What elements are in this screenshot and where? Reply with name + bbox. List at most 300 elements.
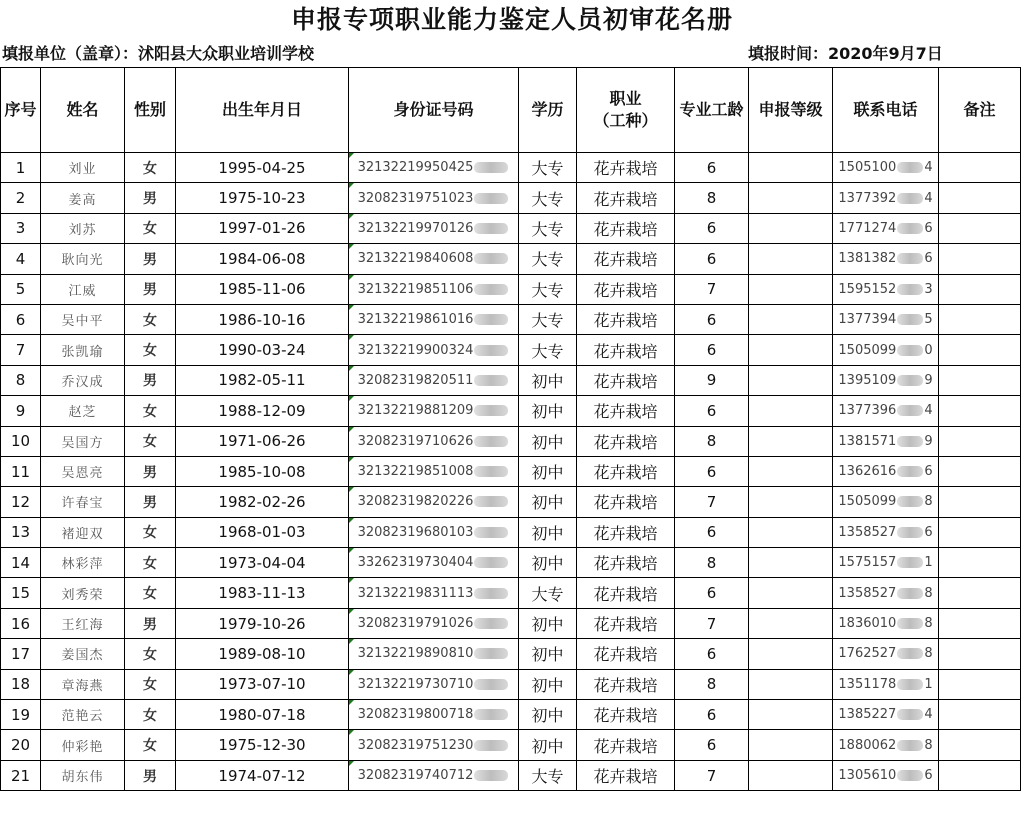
cell-years: 6 xyxy=(675,639,749,669)
table-row xyxy=(1,274,1021,304)
id-number-visible: 32082319710626 xyxy=(357,433,474,449)
redaction-blur xyxy=(897,557,923,568)
cell-education: 初中 xyxy=(519,700,577,730)
cell-id-number xyxy=(349,335,519,365)
redaction-blur xyxy=(474,314,508,325)
redaction-blur xyxy=(474,740,508,751)
cell-occupation: 花卉栽培 xyxy=(577,760,675,790)
id-number-visible: 32082319820226 xyxy=(357,494,474,510)
table-row xyxy=(1,608,1021,638)
redaction-blur xyxy=(897,405,923,416)
cell-occupation: 花卉栽培 xyxy=(577,304,675,334)
phone-visible-suffix: 9 xyxy=(924,433,933,449)
cell-remark xyxy=(939,608,1021,638)
cell-id-number xyxy=(349,426,519,456)
cell-seq: 10 xyxy=(1,426,41,456)
cell-gender: 男 xyxy=(125,608,176,638)
phone-visible-suffix: 1 xyxy=(924,676,933,692)
phone-visible-suffix: 4 xyxy=(924,707,933,723)
table-row xyxy=(1,304,1021,334)
phone-visible-suffix: 6 xyxy=(924,220,933,236)
cell-level xyxy=(749,456,833,486)
header-seq: 序号 xyxy=(1,68,41,153)
cell-seq: 6 xyxy=(1,304,41,334)
cell-birth: 1986-10-16 xyxy=(176,304,349,334)
cell-phone xyxy=(833,578,939,608)
redaction-blur xyxy=(897,496,923,507)
table-row xyxy=(1,365,1021,395)
cell-level xyxy=(749,669,833,699)
cell-id-number xyxy=(349,487,519,517)
cell-remark xyxy=(939,365,1021,395)
cell-remark xyxy=(939,548,1021,578)
cell-id-number xyxy=(349,456,519,486)
filing-time: 填报时间：2020年9月7日 xyxy=(748,44,943,63)
phone-visible-suffix: 6 xyxy=(924,524,933,540)
redaction-blur xyxy=(897,679,923,690)
cell-occupation: 花卉栽培 xyxy=(577,548,675,578)
cell-remark xyxy=(939,183,1021,213)
cell-gender: 女 xyxy=(125,304,176,334)
cell-gender: 女 xyxy=(125,517,176,547)
phone-visible-prefix: 1385227 xyxy=(838,707,897,723)
cell-level xyxy=(749,487,833,517)
cell-phone xyxy=(833,548,939,578)
header-occupation-line2: （工种） xyxy=(593,111,658,130)
phone-visible-prefix: 1505100 xyxy=(838,160,897,176)
table-row xyxy=(1,548,1021,578)
cell-occupation: 花卉栽培 xyxy=(577,669,675,699)
cell-level xyxy=(749,426,833,456)
cell-gender: 女 xyxy=(125,730,176,760)
cell-gender: 男 xyxy=(125,365,176,395)
phone-visible-prefix: 1381382 xyxy=(838,251,897,267)
cell-education: 大专 xyxy=(519,274,577,304)
cell-occupation: 花卉栽培 xyxy=(577,700,675,730)
redaction-blur xyxy=(474,253,508,264)
cell-seq: 4 xyxy=(1,244,41,274)
cell-years: 6 xyxy=(675,517,749,547)
cell-seq: 16 xyxy=(1,608,41,638)
id-number-visible: 32082319680103 xyxy=(357,524,474,540)
cell-name: 仲彩艳 xyxy=(41,730,125,760)
cell-birth: 1997-01-26 xyxy=(176,213,349,243)
cell-birth: 1979-10-26 xyxy=(176,608,349,638)
cell-occupation: 花卉栽培 xyxy=(577,153,675,183)
cell-years: 6 xyxy=(675,456,749,486)
cell-seq: 3 xyxy=(1,213,41,243)
cell-education: 大专 xyxy=(519,304,577,334)
cell-birth: 1980-07-18 xyxy=(176,700,349,730)
id-number-visible: 32132219861016 xyxy=(357,312,474,328)
cell-id-number xyxy=(349,517,519,547)
redaction-blur xyxy=(474,375,508,386)
cell-id-number xyxy=(349,153,519,183)
cell-id-number xyxy=(349,608,519,638)
id-number-visible: 32082319751023 xyxy=(357,190,474,206)
redaction-blur xyxy=(474,436,508,447)
cell-remark xyxy=(939,274,1021,304)
cell-seq: 12 xyxy=(1,487,41,517)
cell-id-number xyxy=(349,304,519,334)
phone-visible-prefix: 1358527 xyxy=(838,524,897,540)
cell-education: 初中 xyxy=(519,669,577,699)
id-number-visible: 32132219730710 xyxy=(357,676,474,692)
cell-birth: 1985-10-08 xyxy=(176,456,349,486)
cell-remark xyxy=(939,213,1021,243)
cell-years: 6 xyxy=(675,244,749,274)
cell-seq: 20 xyxy=(1,730,41,760)
cell-id-number xyxy=(349,730,519,760)
cell-education: 初中 xyxy=(519,730,577,760)
redaction-blur xyxy=(474,284,508,295)
cell-level xyxy=(749,183,833,213)
cell-years: 6 xyxy=(675,304,749,334)
cell-years: 8 xyxy=(675,669,749,699)
cell-gender: 男 xyxy=(125,487,176,517)
phone-visible-prefix: 1575157 xyxy=(838,555,897,571)
cell-occupation: 花卉栽培 xyxy=(577,335,675,365)
cell-name: 吴中平 xyxy=(41,304,125,334)
cell-remark xyxy=(939,700,1021,730)
cell-name: 范艳云 xyxy=(41,700,125,730)
cell-education: 大专 xyxy=(519,244,577,274)
cell-level xyxy=(749,517,833,547)
cell-remark xyxy=(939,669,1021,699)
cell-birth: 1975-12-30 xyxy=(176,730,349,760)
redaction-blur xyxy=(897,253,923,264)
cell-occupation: 花卉栽培 xyxy=(577,517,675,547)
id-number-visible: 32132219890810 xyxy=(357,646,474,662)
phone-visible-suffix: 8 xyxy=(924,494,933,510)
id-number-visible: 32132219900324 xyxy=(357,342,474,358)
cell-phone xyxy=(833,700,939,730)
cell-id-number xyxy=(349,760,519,790)
header-level: 申报等级 xyxy=(749,68,833,153)
phone-visible-suffix: 1 xyxy=(924,555,933,571)
phone-visible-prefix: 1771274 xyxy=(838,220,897,236)
cell-years: 6 xyxy=(675,700,749,730)
cell-gender: 女 xyxy=(125,639,176,669)
cell-name: 吴恩亮 xyxy=(41,456,125,486)
cell-phone xyxy=(833,213,939,243)
redaction-blur xyxy=(897,466,923,477)
header-name: 姓名 xyxy=(41,68,125,153)
cell-gender: 女 xyxy=(125,426,176,456)
header-gender: 性别 xyxy=(125,68,176,153)
header-phone: 联系电话 xyxy=(833,68,939,153)
redaction-blur xyxy=(897,314,923,325)
cell-level xyxy=(749,639,833,669)
phone-visible-suffix: 8 xyxy=(924,585,933,601)
phone-visible-suffix: 8 xyxy=(924,737,933,753)
cell-name: 刘秀荣 xyxy=(41,578,125,608)
cell-name: 王红海 xyxy=(41,608,125,638)
cell-gender: 男 xyxy=(125,760,176,790)
redaction-blur xyxy=(897,770,923,781)
cell-years: 6 xyxy=(675,335,749,365)
cell-level xyxy=(749,365,833,395)
redaction-blur xyxy=(897,345,923,356)
cell-seq: 9 xyxy=(1,396,41,426)
table-row xyxy=(1,669,1021,699)
header-occupation xyxy=(577,68,675,153)
cell-birth: 1984-06-08 xyxy=(176,244,349,274)
redaction-blur xyxy=(474,588,508,599)
cell-gender: 男 xyxy=(125,456,176,486)
cell-years: 6 xyxy=(675,396,749,426)
cell-occupation: 花卉栽培 xyxy=(577,183,675,213)
cell-occupation: 花卉栽培 xyxy=(577,730,675,760)
cell-birth: 1995-04-25 xyxy=(176,153,349,183)
cell-education: 初中 xyxy=(519,365,577,395)
cell-gender: 男 xyxy=(125,244,176,274)
cell-years: 6 xyxy=(675,153,749,183)
phone-visible-suffix: 4 xyxy=(924,160,933,176)
cell-seq: 15 xyxy=(1,578,41,608)
cell-birth: 1973-07-10 xyxy=(176,669,349,699)
cell-phone xyxy=(833,517,939,547)
cell-phone xyxy=(833,426,939,456)
id-number-visible: 32082319740712 xyxy=(357,768,474,783)
cell-birth: 1985-11-06 xyxy=(176,274,349,304)
cell-seq: 14 xyxy=(1,548,41,578)
cell-occupation: 花卉栽培 xyxy=(577,213,675,243)
cell-education: 大专 xyxy=(519,335,577,365)
table-row xyxy=(1,700,1021,730)
table-row xyxy=(1,244,1021,274)
cell-remark xyxy=(939,456,1021,486)
roster-body xyxy=(1,153,1021,791)
redaction-blur xyxy=(474,466,508,477)
cell-birth: 1988-12-09 xyxy=(176,396,349,426)
phone-visible-suffix: 4 xyxy=(924,403,933,419)
redaction-blur xyxy=(897,648,923,659)
redaction-blur xyxy=(897,375,923,386)
phone-visible-suffix: 0 xyxy=(924,342,933,358)
cell-occupation: 花卉栽培 xyxy=(577,426,675,456)
phone-visible-suffix: 8 xyxy=(924,616,933,632)
redaction-blur xyxy=(474,527,508,538)
phone-visible-prefix: 1880062 xyxy=(838,737,897,753)
cell-occupation: 花卉栽培 xyxy=(577,487,675,517)
cell-level xyxy=(749,153,833,183)
cell-level xyxy=(749,274,833,304)
redaction-blur xyxy=(897,436,923,447)
phone-visible-prefix: 1381571 xyxy=(838,433,897,449)
id-number-visible: 32132219851008 xyxy=(357,464,474,480)
cell-education: 大专 xyxy=(519,760,577,790)
cell-education: 大专 xyxy=(519,183,577,213)
cell-education: 初中 xyxy=(519,548,577,578)
table-row xyxy=(1,426,1021,456)
table-row xyxy=(1,487,1021,517)
id-number-visible: 32082319751230 xyxy=(357,737,474,753)
cell-id-number xyxy=(349,244,519,274)
cell-phone xyxy=(833,153,939,183)
cell-occupation: 花卉栽培 xyxy=(577,274,675,304)
redaction-blur xyxy=(474,770,508,781)
table-row xyxy=(1,730,1021,760)
cell-years: 9 xyxy=(675,365,749,395)
cell-years: 7 xyxy=(675,760,749,790)
cell-phone xyxy=(833,608,939,638)
cell-seq: 13 xyxy=(1,517,41,547)
cell-seq: 17 xyxy=(1,639,41,669)
cell-occupation: 花卉栽培 xyxy=(577,456,675,486)
cell-phone xyxy=(833,730,939,760)
cell-education: 初中 xyxy=(519,426,577,456)
redaction-blur xyxy=(897,193,923,204)
header-education: 学历 xyxy=(519,68,577,153)
phone-visible-suffix: 6 xyxy=(924,464,933,480)
cell-gender: 女 xyxy=(125,396,176,426)
cell-occupation: 花卉栽培 xyxy=(577,396,675,426)
cell-remark xyxy=(939,304,1021,334)
cell-gender: 女 xyxy=(125,700,176,730)
redaction-blur xyxy=(897,527,923,538)
phone-visible-prefix: 1377396 xyxy=(838,403,897,419)
cell-level xyxy=(749,213,833,243)
cell-birth: 1973-04-04 xyxy=(176,548,349,578)
phone-visible-prefix: 1762527 xyxy=(838,646,897,662)
redaction-blur xyxy=(474,618,508,629)
cell-name: 许春宝 xyxy=(41,487,125,517)
cell-occupation: 花卉栽培 xyxy=(577,639,675,669)
cell-phone xyxy=(833,365,939,395)
cell-seq: 19 xyxy=(1,700,41,730)
cell-level xyxy=(749,335,833,365)
phone-visible-prefix: 1305610 xyxy=(838,768,897,783)
cell-birth: 1989-08-10 xyxy=(176,639,349,669)
cell-level xyxy=(749,304,833,334)
cell-years: 6 xyxy=(675,578,749,608)
cell-years: 6 xyxy=(675,730,749,760)
cell-name: 林彩萍 xyxy=(41,548,125,578)
cell-name: 姜高 xyxy=(41,183,125,213)
cell-remark xyxy=(939,639,1021,669)
cell-birth: 1982-05-11 xyxy=(176,365,349,395)
cell-seq: 11 xyxy=(1,456,41,486)
cell-gender: 女 xyxy=(125,153,176,183)
cell-years: 8 xyxy=(675,548,749,578)
cell-remark xyxy=(939,153,1021,183)
cell-years: 7 xyxy=(675,274,749,304)
cell-phone xyxy=(833,669,939,699)
cell-gender: 男 xyxy=(125,274,176,304)
header-remark: 备注 xyxy=(939,68,1021,153)
cell-birth: 1983-11-13 xyxy=(176,578,349,608)
cell-id-number xyxy=(349,213,519,243)
phone-visible-prefix: 1362616 xyxy=(838,464,897,480)
cell-level xyxy=(749,548,833,578)
cell-id-number xyxy=(349,274,519,304)
cell-remark xyxy=(939,426,1021,456)
cell-occupation: 花卉栽培 xyxy=(577,578,675,608)
cell-education: 大专 xyxy=(519,213,577,243)
phone-visible-suffix: 9 xyxy=(924,372,933,388)
cell-seq: 21 xyxy=(1,760,41,790)
cell-name: 赵芝 xyxy=(41,396,125,426)
table-row xyxy=(1,183,1021,213)
cell-phone xyxy=(833,183,939,213)
cell-name: 刘业 xyxy=(41,153,125,183)
table-row xyxy=(1,517,1021,547)
cell-birth: 1968-01-03 xyxy=(176,517,349,547)
redaction-blur xyxy=(897,284,923,295)
id-number-visible: 32082319791026 xyxy=(357,616,474,632)
redaction-blur xyxy=(897,588,923,599)
redaction-blur xyxy=(897,740,923,751)
cell-name: 褚迎双 xyxy=(41,517,125,547)
cell-name: 胡东伟 xyxy=(41,760,125,790)
cell-id-number xyxy=(349,396,519,426)
cell-birth: 1982-02-26 xyxy=(176,487,349,517)
cell-phone xyxy=(833,335,939,365)
cell-level xyxy=(749,244,833,274)
phone-visible-suffix: 8 xyxy=(924,646,933,662)
cell-name: 江威 xyxy=(41,274,125,304)
id-number-visible: 32132219881209 xyxy=(357,403,474,419)
id-number-visible: 32132219851106 xyxy=(357,281,474,297)
redaction-blur xyxy=(474,709,508,720)
cell-remark xyxy=(939,578,1021,608)
cell-name: 吴国方 xyxy=(41,426,125,456)
id-number-visible: 33262319730404 xyxy=(357,555,474,571)
phone-visible-prefix: 1505099 xyxy=(838,494,897,510)
cell-remark xyxy=(939,335,1021,365)
phone-visible-prefix: 1595152 xyxy=(838,281,897,297)
cell-name: 章海燕 xyxy=(41,669,125,699)
phone-visible-prefix: 1377394 xyxy=(838,312,897,328)
table-row xyxy=(1,578,1021,608)
phone-visible-prefix: 1505099 xyxy=(838,342,897,358)
phone-visible-suffix: 4 xyxy=(924,190,933,206)
cell-remark xyxy=(939,244,1021,274)
cell-birth: 1975-10-23 xyxy=(176,183,349,213)
cell-level xyxy=(749,608,833,638)
cell-education: 初中 xyxy=(519,608,577,638)
header-id-number: 身份证号码 xyxy=(349,68,519,153)
cell-id-number xyxy=(349,548,519,578)
cell-occupation: 花卉栽培 xyxy=(577,365,675,395)
document-title: 申报专项职业能力鉴定人员初审花名册 xyxy=(290,5,733,34)
phone-visible-prefix: 1395109 xyxy=(838,372,897,388)
redaction-blur xyxy=(897,618,923,629)
cell-years: 7 xyxy=(675,608,749,638)
phone-visible-prefix: 1836010 xyxy=(838,616,897,632)
cell-level xyxy=(749,700,833,730)
cell-id-number xyxy=(349,578,519,608)
table-row xyxy=(1,153,1021,183)
redaction-blur xyxy=(897,709,923,720)
cell-gender: 女 xyxy=(125,335,176,365)
cell-name: 张凯瑜 xyxy=(41,335,125,365)
cell-seq: 2 xyxy=(1,183,41,213)
cell-level xyxy=(749,578,833,608)
cell-remark xyxy=(939,760,1021,790)
cell-phone xyxy=(833,760,939,790)
cell-gender: 女 xyxy=(125,213,176,243)
cell-occupation: 花卉栽培 xyxy=(577,608,675,638)
id-number-visible: 32132219950425 xyxy=(357,160,474,176)
header-row xyxy=(1,68,1021,153)
header-birth: 出生年月日 xyxy=(176,68,349,153)
id-number-visible: 32082319820511 xyxy=(357,372,474,388)
cell-phone xyxy=(833,274,939,304)
table-row xyxy=(1,213,1021,243)
cell-name: 姜国杰 xyxy=(41,639,125,669)
